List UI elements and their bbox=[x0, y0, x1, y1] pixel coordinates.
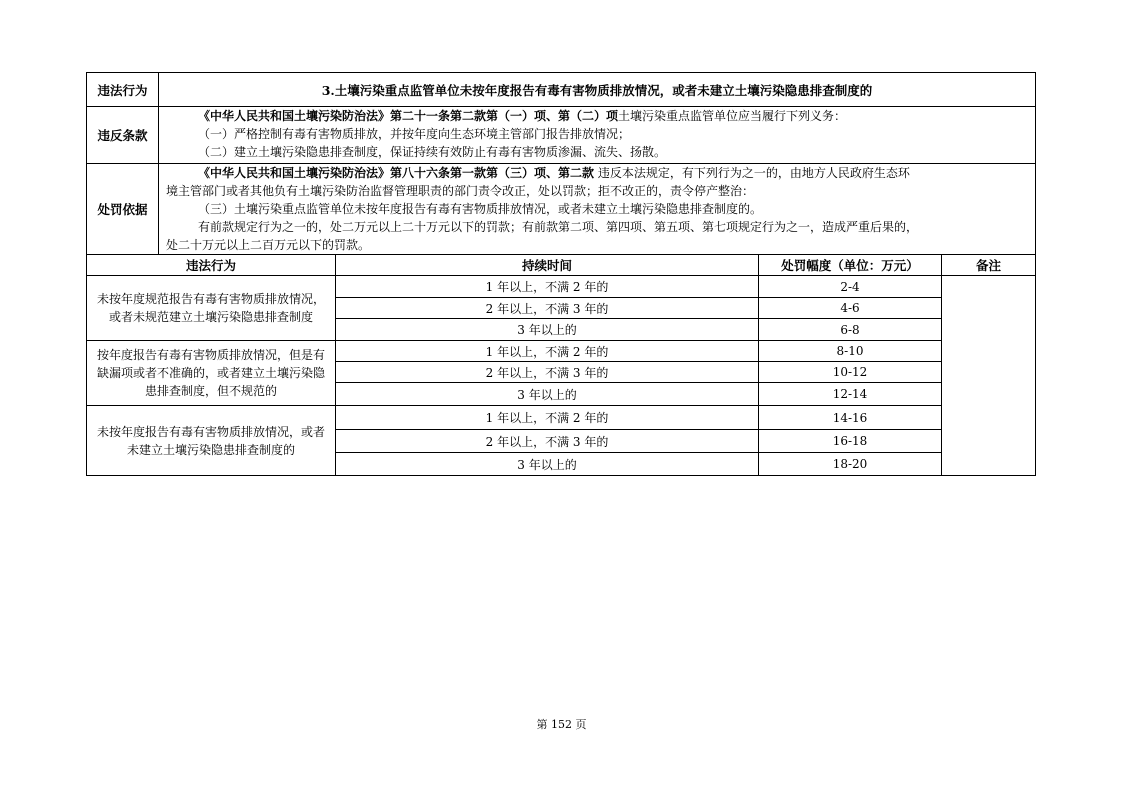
range-cell: 8-10 bbox=[836, 344, 864, 358]
range-cell: 14-16 bbox=[832, 410, 868, 425]
penalty-basis-line-3: （三）土壤污染重点监管单位未按年度报告有毒有害物质排放情况，或者未建立土壤污染隐患排查制度的。 bbox=[198, 202, 763, 216]
table-row bbox=[336, 362, 758, 382]
table-row bbox=[336, 383, 758, 405]
violated-clause-line-2: （一）严格控制有毒有害物质排放，并按年度向生态环境主管部门报告排放情况； bbox=[198, 127, 631, 141]
range-cell: 18-20 bbox=[832, 457, 868, 471]
row-label-violated-clause: 违反条款 bbox=[97, 128, 148, 143]
duration-cell: 2 年以上，不满 3 年的 bbox=[485, 434, 609, 449]
table-row bbox=[336, 341, 758, 361]
violation-type-2: 按年度报告有毒有害物质排放情况，但是有缺漏项或者不准确的，或者建立土壤污染隐患排查制度，但不规范的 bbox=[96, 348, 325, 398]
table-row bbox=[336, 453, 758, 475]
range-cell: 10-12 bbox=[832, 365, 868, 379]
violated-clause-law: 《中华人民共和国土壤污染防治法》第二十一条第二款第（一）项、第（二）项 bbox=[198, 109, 619, 123]
violation-type-1: 未按年度规范报告有毒有害物质排放情况，或者未规范建立土壤污染隐患排查制度 bbox=[96, 292, 325, 324]
violation-title: 3.土壤污染重点监管单位未按年度报告有毒有害物质排放情况，或者未建立土壤污染隐患排查制度的 bbox=[321, 82, 873, 98]
table-row bbox=[336, 406, 758, 429]
range-cell: 12-14 bbox=[832, 387, 868, 401]
col-header-remarks: 备注 bbox=[975, 258, 1001, 273]
table-row bbox=[759, 276, 941, 297]
penalty-basis-line-4: 有前款规定行为之一的，处二万元以上二十万元以下的罚款；有前款第二项、第四项、第五项、第七项规定行为之一，造成严重后果的， bbox=[198, 220, 919, 234]
range-cell: 6-8 bbox=[840, 322, 860, 337]
table-row bbox=[336, 430, 758, 452]
penalty-basis-line-1 bbox=[198, 164, 910, 182]
penalty-basis-line-5: 处二十万元以上二百万元以下的罚款。 bbox=[166, 238, 371, 252]
row-label-penalty-basis: 处罚依据 bbox=[97, 202, 148, 217]
col-header-penalty-range: 处罚幅度（单位：万元） bbox=[781, 258, 919, 273]
remarks-cell bbox=[942, 276, 1035, 475]
violated-clause-line-3: （二）建立土壤污染隐患排查制度，保证持续有效防止有毒有害物质渗漏、流失、扬散。 bbox=[198, 145, 667, 159]
col-header-violation: 违法行为 bbox=[185, 258, 236, 273]
duration-cell: 3 年以上的 bbox=[517, 457, 577, 472]
violated-clause-line-1 bbox=[198, 107, 846, 125]
col-header-duration: 持续时间 bbox=[521, 258, 572, 273]
penalty-basis-line-2: 境主管部门或者其他负有土壤污染防治监督管理职责的部门责令改正，处以罚款；拒不改正的，责令停产整治： bbox=[166, 184, 755, 198]
range-cell: 2-4 bbox=[840, 279, 860, 294]
table-row bbox=[759, 430, 941, 452]
duration-cell: 3 年以上的 bbox=[517, 323, 577, 337]
range-cell: 16-18 bbox=[832, 434, 868, 448]
duration-cell: 2 年以上，不满 3 年的 bbox=[485, 365, 609, 380]
duration-cell: 1 年以上，不满 2 年的 bbox=[485, 280, 609, 294]
page-number: 第 152 页 bbox=[536, 718, 587, 731]
penalty-basis-law: 《中华人民共和国土壤污染防治法》第八十六条第一款第（三）项、第二款 bbox=[198, 166, 595, 180]
table-row bbox=[336, 298, 758, 318]
table-row bbox=[759, 406, 941, 429]
duration-cell: 3 年以上的 bbox=[517, 387, 577, 402]
row-label-violation: 违法行为 bbox=[97, 82, 148, 98]
table-row bbox=[759, 341, 941, 361]
table-row bbox=[759, 453, 941, 475]
penalty-basis-law-rest: 违反本法规定，有下列行为之一的，由地方人民政府生态环 bbox=[594, 166, 910, 180]
table-row bbox=[759, 319, 941, 340]
table-row bbox=[759, 298, 941, 318]
table-row bbox=[759, 362, 941, 382]
violation-type-3: 未按年度报告有毒有害物质排放情况，或者未建立土壤污染隐患排查制度的 bbox=[96, 424, 325, 457]
duration-cell: 2 年以上，不满 3 年的 bbox=[485, 301, 609, 316]
violated-clause-law-rest: 土壤污染重点监管单位应当履行下列义务： bbox=[618, 109, 847, 123]
range-cell: 4-6 bbox=[840, 301, 860, 315]
table-row bbox=[336, 276, 758, 297]
duration-cell: 1 年以上，不满 2 年的 bbox=[485, 344, 609, 359]
duration-cell: 1 年以上，不满 2 年的 bbox=[485, 411, 609, 425]
table-row bbox=[759, 383, 941, 405]
table-row bbox=[336, 319, 758, 340]
